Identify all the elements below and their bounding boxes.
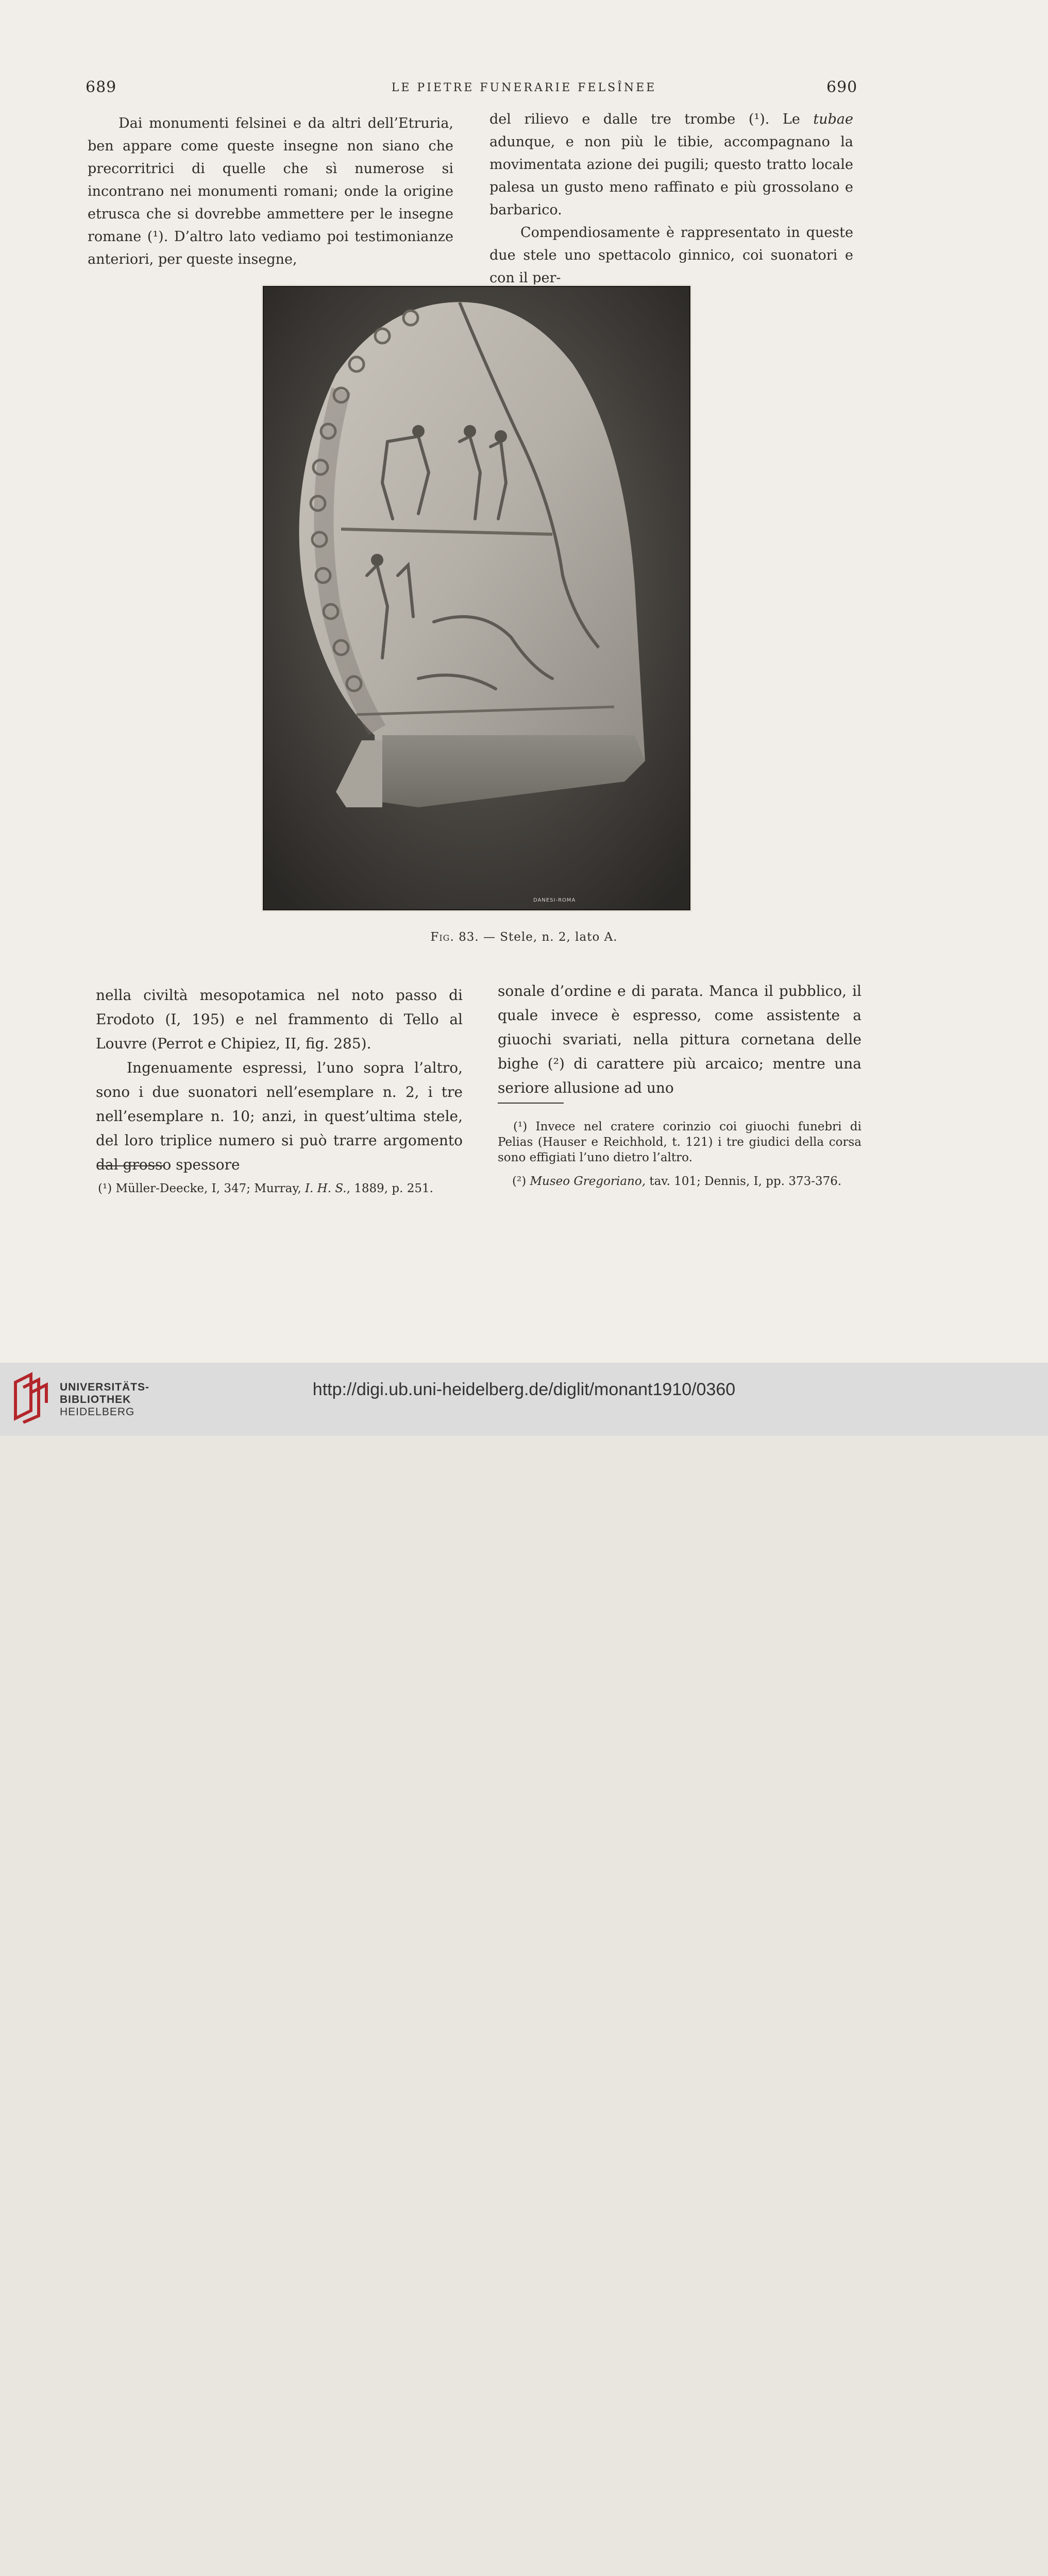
paragraph: Dai monumenti felsinei e da altri dell’Etruria, ben appare come queste insegne non siano che precorritrici di quelle che sì numerose si incontrano nei monumenti romani; onde la origine etrusca che si dovrebbe ammettere per le insegne romane (¹). D’altro lato vediamo poi testimonianze anteriori, per queste insegne,: [88, 115, 453, 267]
figure-caption: [0, 930, 1048, 944]
logo-line: UNIVERSITÄTS-: [60, 1381, 150, 1393]
caption-text: 83. — Stele, n. 2, lato A.: [454, 930, 618, 944]
top-left-column: [88, 112, 453, 271]
running-title: LE PIETRE FUNERARIE FELSÎNEE: [391, 81, 657, 94]
bottom-right-column: [498, 979, 861, 1100]
caption-label: Fig.: [430, 930, 454, 944]
logo-line: HEIDELBERG: [60, 1406, 135, 1418]
italic-term: tubae: [813, 111, 853, 127]
photo-credit: DANESI-ROMA: [533, 897, 576, 903]
text-run: adunque, e non più le tibie, accompagnano la movimentata azione dei pugili; questo tratto locale palesa un gusto meno raffinato e più grossolano e barbarico.: [489, 134, 853, 218]
italic-term: Museo Gregoriano,: [530, 1175, 646, 1188]
italic-term: I. H. S.: [305, 1182, 347, 1195]
paragraph: Compendiosamente è rappresentato in queste due stele uno spettacolo ginnico, coi suonatori e con il per-: [489, 225, 853, 286]
paragraph: nella civiltà mesopotamica nel noto passo di Erodoto (I, 195) e nel frammento di Tello al Louvre (Perrot e Chipiez, II, fig. 285).: [96, 987, 463, 1052]
footnote-text: (¹) Invece nel cratere corinzio coi giuochi funebri di Pelias (Hauser e Reichhold, t. 121) i tre giudici della corsa sono effigiati l’uno dietro l’altro.: [498, 1120, 861, 1164]
paragraph: Ingenuamente espressi, l’uno sopra l’altro, sono i due suonatori nell’esemplare n. 2, i tre nell’esemplare n. 10; anzi, in quest’ultima stele, del loro triplice numero si può trarre argomento dal grosso spessore: [96, 1059, 463, 1173]
logo-line: BIBLIOTHEK: [60, 1394, 131, 1405]
footnote-right-1: [498, 1119, 861, 1165]
footnote-divider-right: [498, 1103, 564, 1104]
stele-photograph: [263, 286, 690, 910]
footnote-right-2: [512, 1174, 863, 1189]
paragraph: sonale d’ordine e di parata. Manca il pubblico, il quale invece è espresso, come assistente a giuochi svariati, nella pittura cornetana delle bighe (²) di carattere più arcaico; mentre una seriore allusione ad uno: [498, 982, 861, 1096]
footnote-divider-left: [98, 1165, 164, 1166]
footnote-text: [512, 1174, 863, 1189]
stele-illustration: [264, 287, 689, 909]
text-run: , 1889, p. 251.: [346, 1182, 433, 1195]
top-right-column: [489, 108, 853, 290]
text-run: tav. 101; Dennis, I, pp. 373-376.: [646, 1175, 842, 1188]
page-number-right: 690: [826, 78, 858, 96]
text-run: del rilievo e dalle tre trombe (¹). Le: [489, 111, 814, 127]
paragraph: [489, 108, 853, 222]
bottom-left-column: [96, 983, 463, 1177]
footnote-text: [98, 1181, 463, 1196]
page-number-left: 689: [86, 78, 117, 96]
text-run: (¹) Müller-Deecke, I, 347; Murray,: [98, 1182, 305, 1195]
permalink-url[interactable]: http://digi.ub.uni-heidelberg.de/diglit/monant1910/0360: [312, 1380, 736, 1399]
footnote-left: [98, 1181, 463, 1196]
text-run: (²): [512, 1175, 530, 1188]
